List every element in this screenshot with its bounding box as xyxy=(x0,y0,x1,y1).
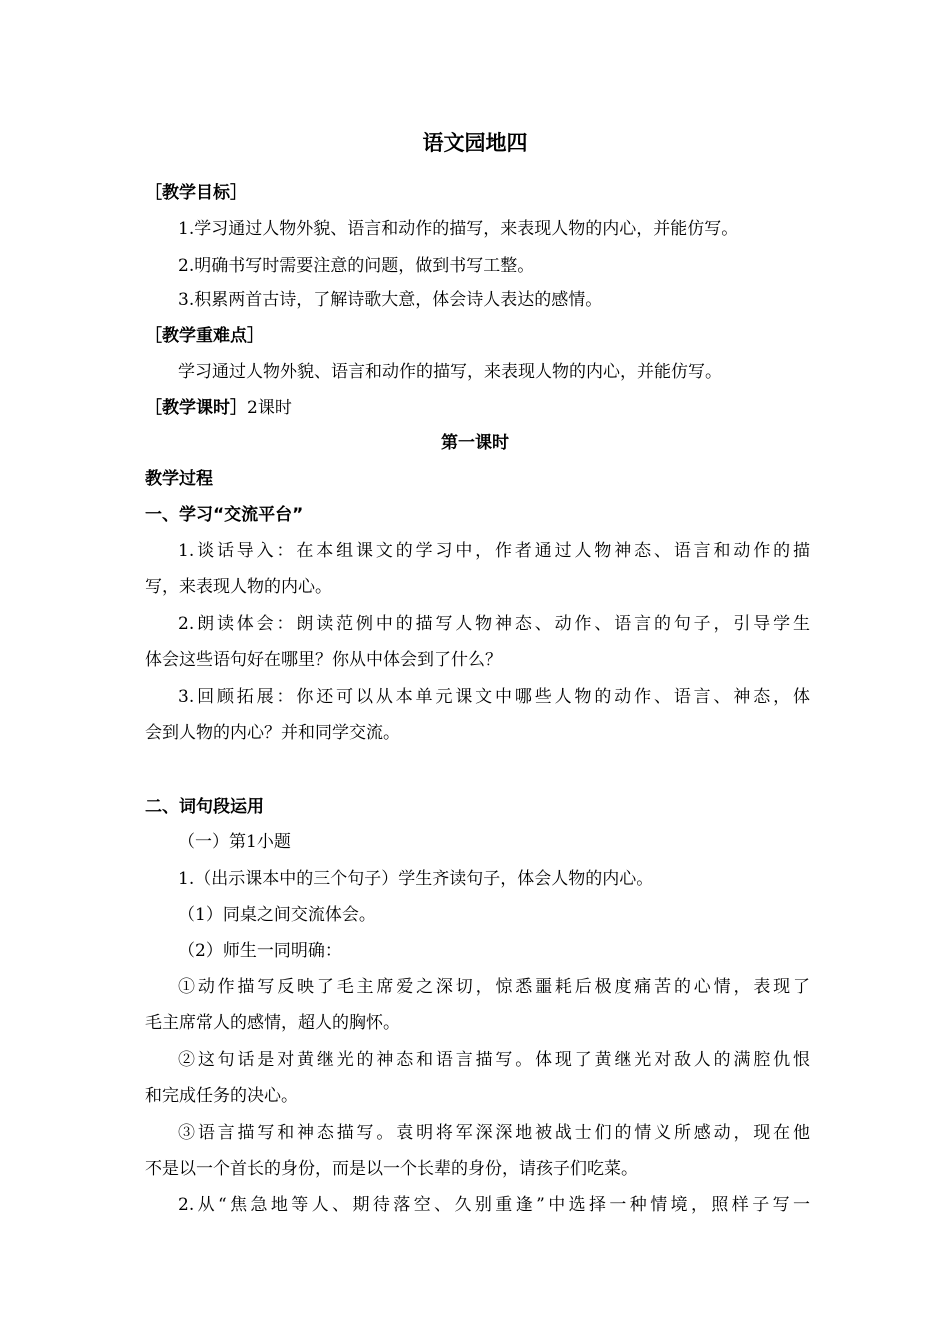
section1-p3-line1: 3.回顾拓展：你还可以从本单元课文中哪些人物的动作、语言、神态，体 xyxy=(178,687,810,707)
key-points-text: 学习通过人物外貌、语言和动作的描写，来表现人物的内心，并能仿写。 xyxy=(178,362,722,382)
section2-heading: 二、词句段运用 xyxy=(145,797,264,817)
section1-p2-line1: 2.朗读体会：朗读范例中的描写人物神态、动作、语言的句子，引导学生 xyxy=(178,614,810,634)
section1-p2-line2: 体会这些语句好在哪里？你从中体会到了什么？ xyxy=(145,650,502,670)
objective-item-2: 2.明确书写时需要注意的问题，做到书写工整。 xyxy=(178,256,535,276)
hours-value: 2课时 xyxy=(247,398,292,418)
answer-a-line1: ①动作描写反映了毛主席爱之深切，惊悉噩耗后极度痛苦的心情，表现了 xyxy=(178,977,810,997)
page-title: 语文园地四 xyxy=(422,131,528,155)
section2-item1: 1.（出示课本中的三个句子）学生齐读句子，体会人物的内心。 xyxy=(178,869,654,889)
section1-p3-line2: 会到人物的内心？并和同学交流。 xyxy=(145,723,400,743)
objectives-heading: ［教学目标］ xyxy=(145,183,247,203)
process-heading: 教学过程 xyxy=(145,469,213,489)
lesson-heading: 第一课时 xyxy=(441,433,509,453)
answer-c-line1: ③语言描写和神态描写。袁明将军深深地被战士们的情义所感动，现在他 xyxy=(178,1123,810,1143)
answer-c-line2: 不是以一个首长的身份，而是以一个长辈的身份，请孩子们吃菜。 xyxy=(145,1159,638,1179)
section1-heading: 一、学习“交流平台” xyxy=(145,505,304,525)
hours-line xyxy=(145,396,810,420)
objective-item-1: 1.学习通过人物外貌、语言和动作的描写，来表现人物的内心，并能仿写。 xyxy=(178,219,739,239)
section1-p1-line1: 1.谈话导入：在本组课文的学习中，作者通过人物神态、语言和动作的描 xyxy=(178,541,810,561)
answer-b-line2: 和完成任务的决心。 xyxy=(145,1086,298,1106)
answer-b-line1: ②这句话是对黄继光的神态和语言描写。体现了黄继光对敌人的满腔仇恨 xyxy=(178,1050,810,1070)
section2-item2-line1: 2.从“焦急地等人、期待落空、久别重逢”中选择一种情境，照样子写一 xyxy=(178,1195,810,1215)
key-points-heading: ［教学重难点］ xyxy=(145,326,264,346)
objective-item-3: 3.积累两首古诗，了解诗歌大意，体会诗人表达的感情。 xyxy=(178,290,603,310)
answer-a-line2: 毛主席常人的感情，超人的胸怀。 xyxy=(145,1013,400,1033)
section2-step1: （1）同桌之间交流体会。 xyxy=(178,905,376,925)
section2-step2: （2）师生一同明确： xyxy=(178,941,342,961)
hours-heading: ［教学课时］ xyxy=(145,398,247,418)
section2-sub1: （一）第1小题 xyxy=(178,832,291,852)
section1-p1-line2: 写，来表现人物的内心。 xyxy=(145,577,332,597)
